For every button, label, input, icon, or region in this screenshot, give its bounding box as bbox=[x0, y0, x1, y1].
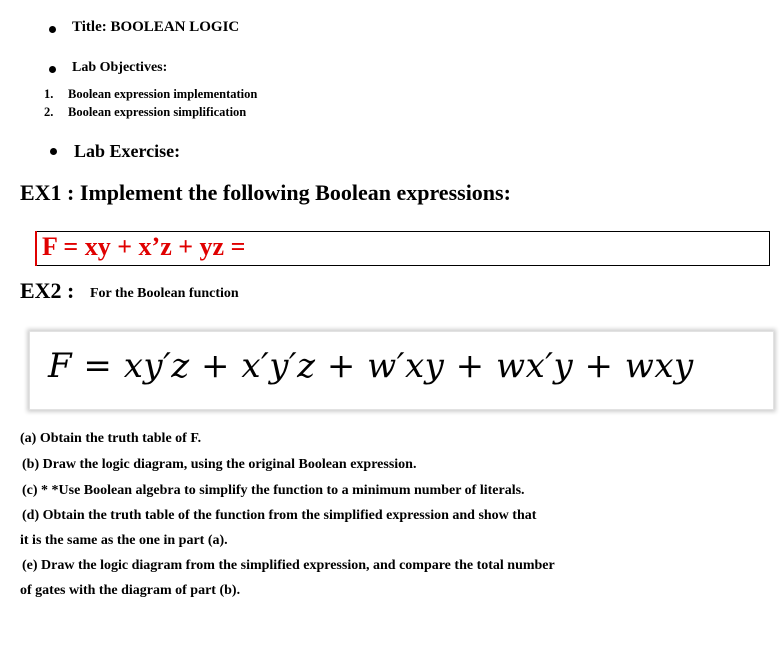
task-e: (e) Draw the logic diagram from the simplified expression, and compare the total number bbox=[22, 558, 555, 573]
ex1-formula: F = xy + x’z + yz = bbox=[42, 232, 246, 261]
bullet-dot bbox=[49, 66, 56, 73]
objective-number: 2. bbox=[44, 105, 54, 119]
bullet-dot bbox=[49, 26, 56, 33]
objective-number: 1. bbox=[44, 87, 54, 101]
task-e-continued: of gates with the diagram of part (b). bbox=[20, 583, 241, 598]
ex2-formula: F = xy′z + x′y′z + w′xy + wx′y + wxy bbox=[48, 346, 694, 386]
ex2-subheading: For the Boolean function bbox=[90, 286, 239, 301]
ex1-formula-accent bbox=[35, 231, 37, 266]
lab-title: Title: BOOLEAN LOGIC bbox=[72, 19, 240, 35]
task-a: (a) Obtain the truth table of F. bbox=[20, 431, 202, 446]
task-d-continued: it is the same as the one in part (a). bbox=[20, 533, 228, 548]
ex2-label: EX2 : bbox=[20, 278, 75, 303]
exercise-heading: Lab Exercise: bbox=[74, 141, 181, 161]
bullet-dot bbox=[50, 148, 57, 155]
task-c: (c) * *Use Boolean algebra to simplify the function to a minimum number of literals. bbox=[22, 483, 525, 498]
task-d: (d) Obtain the truth table of the function from the simplified expression and show that bbox=[22, 508, 537, 523]
task-b: (b) Draw the logic diagram, using the original Boolean expression. bbox=[22, 457, 417, 472]
objective-item: Boolean expression simplification bbox=[68, 105, 247, 119]
objective-item: Boolean expression implementation bbox=[68, 87, 258, 101]
objectives-heading: Lab Objectives: bbox=[72, 60, 168, 75]
ex1-heading: EX1 : Implement the following Boolean expressions: bbox=[20, 180, 511, 205]
